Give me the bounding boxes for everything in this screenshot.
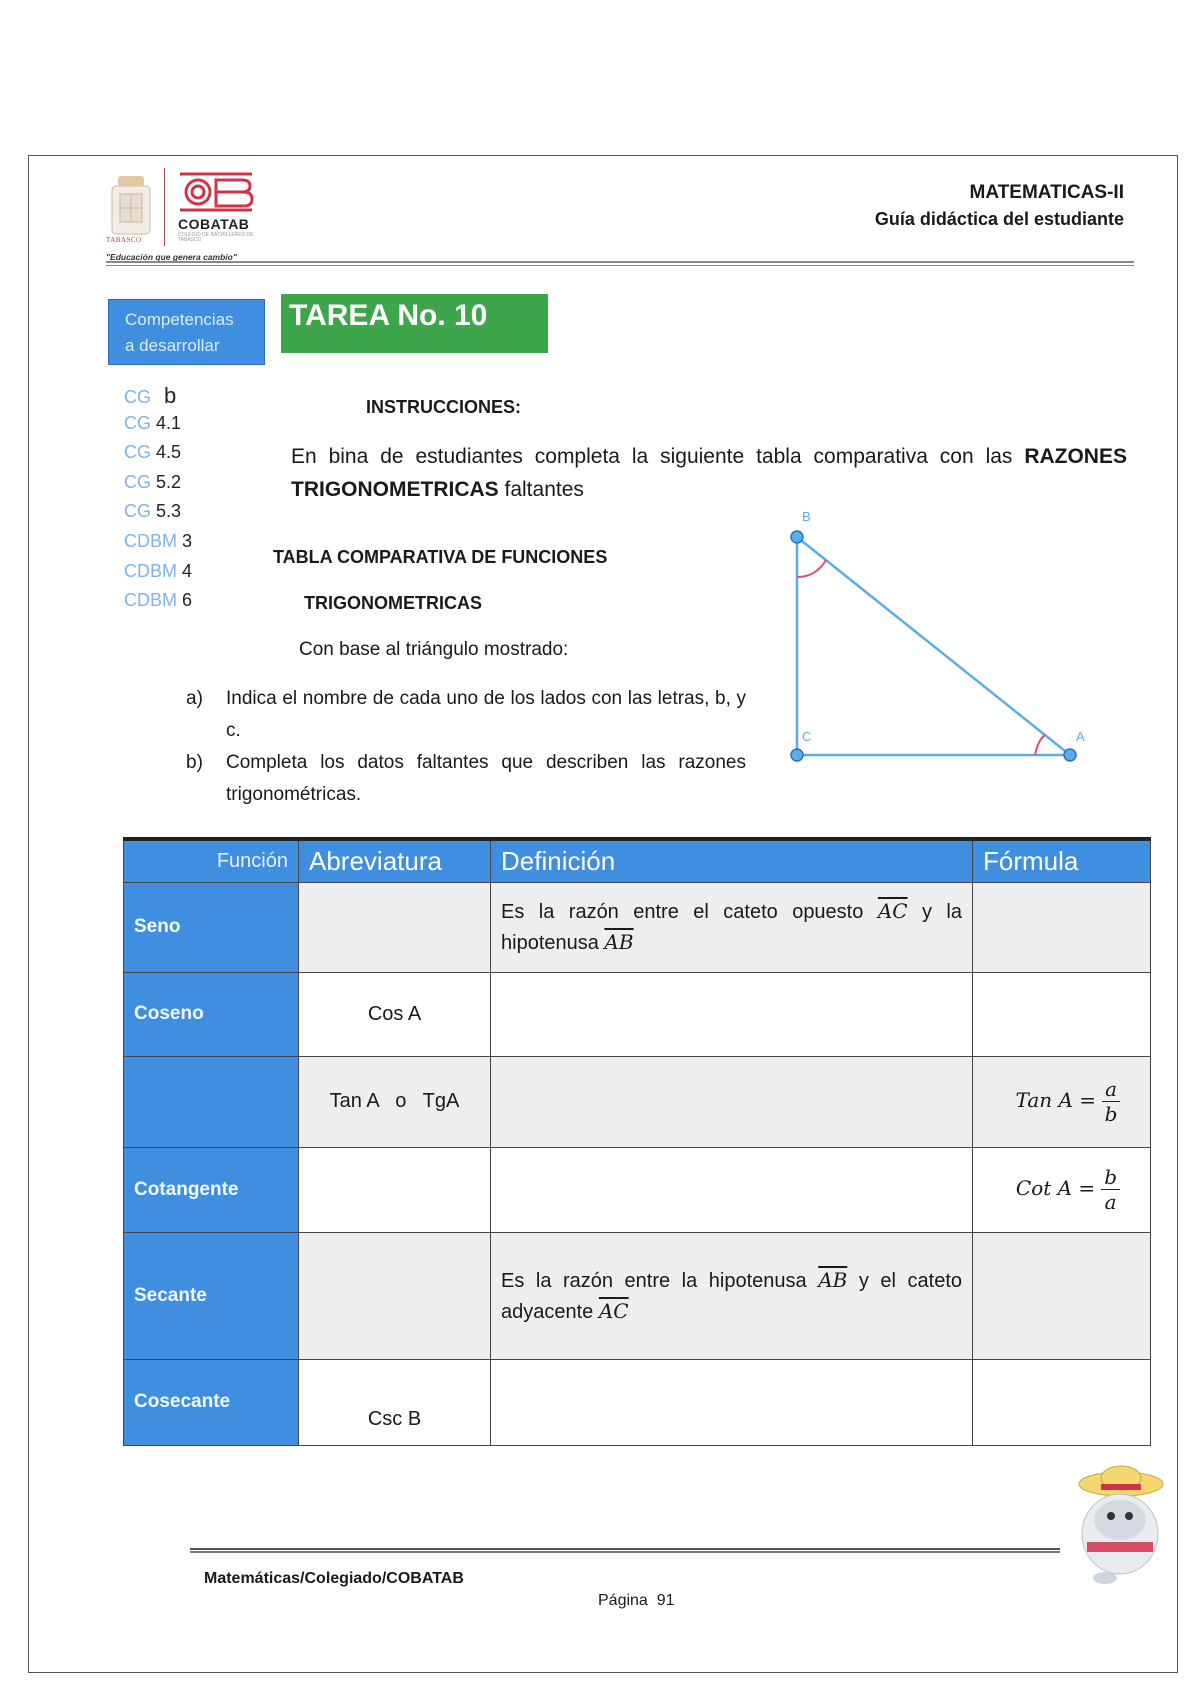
table-row <box>124 1232 1151 1359</box>
table-row <box>124 882 1151 972</box>
vertex-b-label: B <box>802 509 811 524</box>
document-title: MATEMATICAS-II <box>969 182 1124 203</box>
steps-list <box>186 683 746 811</box>
angle-b-arc <box>797 560 826 577</box>
competencias-box <box>108 299 265 365</box>
cobatab-emblem-icon <box>176 170 256 214</box>
competencias-list <box>124 383 192 620</box>
funcion-cell <box>124 1056 299 1147</box>
formula-cell: Tan A = $\frac{a}{b}$ <box>973 1056 1151 1147</box>
table-row <box>124 1359 1151 1445</box>
definicion-cell <box>491 1147 973 1232</box>
definicion-cell <box>491 1056 973 1147</box>
triangle-sides <box>797 537 1070 755</box>
abreviatura-cell: Cos A <box>299 972 491 1056</box>
table-heading-line2: TRIGONOMETRICAS <box>304 593 482 613</box>
header-formula: Fórmula <box>973 839 1151 882</box>
table-row <box>124 972 1151 1056</box>
definicion-cell <box>491 1359 973 1445</box>
funcion-cell: Seno <box>124 882 299 972</box>
table-header-row <box>124 839 1151 882</box>
base-text: Con base al triángulo mostrado: <box>299 639 569 660</box>
page-number: Página 91 <box>598 1592 675 1609</box>
cobatab-logo <box>106 166 271 261</box>
abreviatura-cell <box>299 1147 491 1232</box>
header-definicion: Definición <box>491 839 973 882</box>
vertex-c-label: C <box>802 729 812 744</box>
abreviatura-cell: Csc B <box>299 1359 491 1445</box>
right-triangle-diagram <box>780 505 1100 770</box>
vertex-b-point <box>791 531 803 543</box>
formula-cell <box>973 882 1151 972</box>
competencia-item: CDBM 4 <box>124 560 193 581</box>
competencia-item: CG b <box>124 383 177 408</box>
trig-functions-table <box>123 837 1151 1446</box>
instructions-title: INSTRUCCIONES: <box>366 397 522 417</box>
funcion-cell: Coseno <box>124 972 299 1056</box>
formula-fraction: $\frac{b}{a}$ <box>1101 1165 1120 1214</box>
seal-label: TABASCO <box>106 236 142 244</box>
abreviatura-cell <box>299 1232 491 1359</box>
header-abreviatura: Abreviatura <box>299 839 491 882</box>
formula-cell <box>973 972 1151 1056</box>
funcion-cell: Secante <box>124 1232 299 1359</box>
header-funcion: Función <box>124 839 299 882</box>
step-item: b) Completa los datos faltantes que describen las razones trigonométricas. <box>186 752 746 805</box>
vertex-c-point <box>791 749 803 761</box>
footer-divider <box>190 1548 1060 1553</box>
logo-divider <box>164 168 165 246</box>
tabasco-seal-icon <box>106 172 156 244</box>
competencia-item: CG 5.3 <box>124 501 182 522</box>
competencia-item: CDBM 6 <box>124 590 193 611</box>
org-subtitle: COLEGIO DE BACHILLERES DE TABASCO <box>178 232 254 243</box>
abreviatura-cell <box>299 882 491 972</box>
abreviatura-cell: Tan A o TgA <box>299 1056 491 1147</box>
vertex-a-point <box>1064 749 1076 761</box>
definicion-cell <box>491 972 973 1056</box>
footer-credit: Matemáticas/Colegiado/COBATAB <box>204 1570 464 1587</box>
table-heading-line1: TABLA COMPARATIVA DE FUNCIONES <box>273 547 608 567</box>
step-item: a) Indica el nombre de cada uno de los lados con las letras, b, y c. <box>186 688 746 741</box>
definicion-cell: Es la razón entre el cateto opuesto $\overline{AC}$ y la hipotenusa $\overline{AB}$ <box>491 882 973 972</box>
funcion-cell: Cosecante <box>124 1359 299 1445</box>
formula-cell <box>973 1232 1151 1359</box>
competencias-label-1: Competencias <box>125 310 234 329</box>
vertex-a-label: A <box>1076 729 1085 744</box>
competencia-item: CG 4.5 <box>124 442 182 463</box>
angle-a-arc <box>1035 735 1045 755</box>
mascot-icon <box>1065 1462 1175 1590</box>
table-row <box>124 1147 1151 1232</box>
instructions-text: En bina de estudiantes completa la siguiente tabla comparativa con las RAZONES TRIGONOMETRICAS faltantes <box>291 445 1127 501</box>
slogan: "Educación que genera cambio" <box>106 252 237 262</box>
table-row <box>124 1056 1151 1147</box>
definicion-cell: Es la razón entre la hipotenusa $\overline{AB}$ y el cateto adyacente $\overline{AC}$ <box>491 1232 973 1359</box>
formula-fraction: $\frac{a}{b}$ <box>1102 1077 1120 1126</box>
formula-cell <box>973 1359 1151 1445</box>
competencia-item: CDBM 3 <box>124 530 193 551</box>
formula-cell: Cot A = $\frac{b}{a}$ <box>973 1147 1151 1232</box>
document-subtitle: Guía didáctica del estudiante <box>874 209 1124 229</box>
funcion-cell: Cotangente <box>124 1147 299 1232</box>
org-name: COBATAB <box>178 216 250 232</box>
header-divider <box>106 261 1134 266</box>
competencia-item: CG 4.1 <box>124 412 182 433</box>
tarea-title: TAREA No. 10 <box>281 294 548 353</box>
competencia-item: CG 5.2 <box>124 471 182 492</box>
competencias-label-2: a desarrollar <box>125 336 220 355</box>
